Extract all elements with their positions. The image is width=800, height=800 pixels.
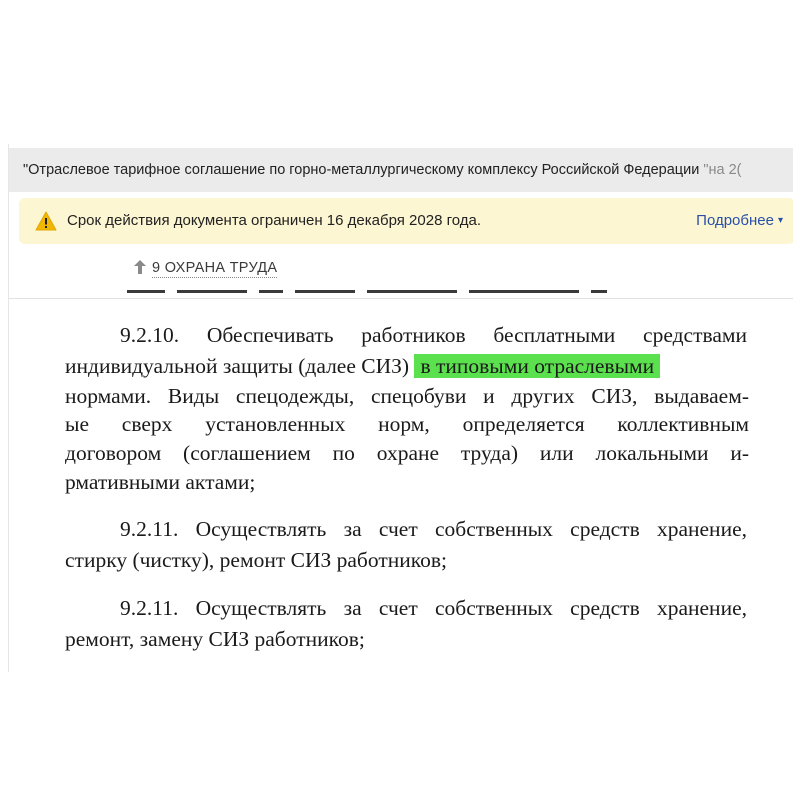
warning-triangle-icon xyxy=(35,211,57,231)
paragraph-9-2-11-b-line-1: 9.2.11. Осуществлять за счет собственных средств хранение, xyxy=(120,596,747,620)
more-details-label: Подробнее xyxy=(696,212,774,229)
paragraph-9-2-11-b-line-2: ремонт, замену СИЗ работников; xyxy=(65,627,365,651)
paragraph-9-2-11-a-line-2: стирку (чистку), ремонт СИЗ работников; xyxy=(65,548,447,572)
chevron-down-icon: ▾ xyxy=(777,215,783,226)
clipped-text-line xyxy=(127,289,687,295)
paragraph-9-2-10-line-6: рмативными актами; xyxy=(65,470,256,494)
document-title-tail: "на 2( xyxy=(703,162,742,178)
more-details-link[interactable] xyxy=(696,198,783,244)
paragraph-9-2-10-line-5: договором (соглашением по охране труда) или локальными и- xyxy=(65,441,749,465)
paragraph-9-2-10-line-2-text: индивидуальной защиты (далее СИЗ) xyxy=(65,354,410,378)
paragraph-9-2-10-line-2 xyxy=(65,351,749,381)
header-divider xyxy=(9,298,793,299)
warning-message: Срок действия документа ограничен 16 декабря 2028 года. xyxy=(67,212,481,229)
document-viewer xyxy=(8,144,793,672)
arrow-up-icon xyxy=(134,260,146,274)
section-up-label: 9 ОХРАНА ТРУДА xyxy=(152,260,278,276)
highlighted-phrase: в типовыми отраслевыми xyxy=(414,354,660,378)
paragraph-9-2-11-a-line-1: 9.2.11. Осуществлять за счет собственных средств хранение, xyxy=(120,517,747,541)
validity-warning-banner xyxy=(19,198,793,244)
document-title-bar xyxy=(9,148,793,192)
paragraph-9-2-10-line-3: нормами. Виды спецодежды, спецобуви и других СИЗ, выдаваем- xyxy=(65,384,749,408)
document-title: "Отраслевое тарифное соглашение по горно-металлургическому комплексу Российской Федерации xyxy=(23,162,704,178)
section-up-link[interactable] xyxy=(134,260,277,284)
paragraph-9-2-10-line-4: ые сверх установленных норм, определяется коллективным xyxy=(65,412,749,436)
paragraph-9-2-10-line-1: 9.2.10. Обеспечивать работников бесплатными средствами xyxy=(120,323,747,347)
